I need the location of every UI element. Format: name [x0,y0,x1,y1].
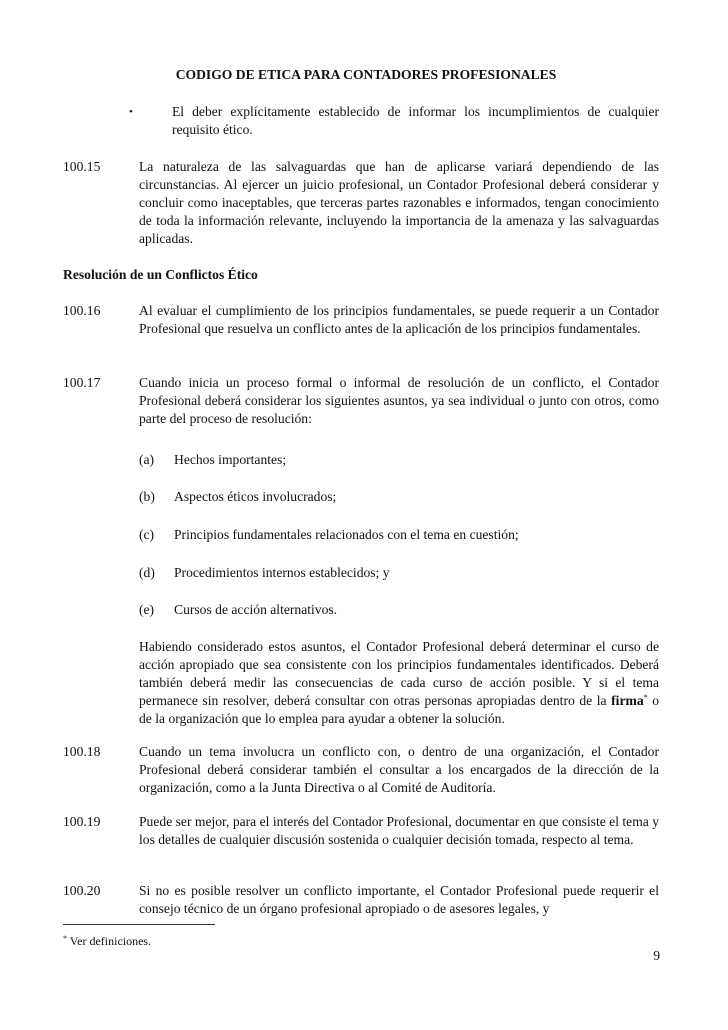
footnote [63,930,151,950]
paragraph-text: Puede ser mejor, para el interés del Contador Profesional, documentar en que consiste el tema y los detalles de cualquier discusión sostenida o cualquier decisión tomada, respecto al tema. [139,814,660,847]
footnote-text: Ver definiciones. [69,934,152,948]
running-header [0,66,728,84]
paragraph-text: Cuando un tema involucra un conflicto con, o dentro de una organización, el Contador Profesional deberá considerar también el consultar a los encargados de la dirección de la organización, como a la Junta Directiva o al Comité de Auditoría. [139,744,659,795]
footnote-separator [63,924,215,925]
paragraph-number: 100.15 [63,159,101,174]
document-title: CODIGO DE ETICA PARA CONTADORES PROFESIONALES [175,67,557,82]
paragraph-text: Al evaluar el cumplimiento de los principios fundamentales, se puede requerir a un Contador Profesional que resuelva un conflicto antes de la aplicación de los principios fundamentales. [139,303,659,336]
section-heading: Resolución de un Conflictos Ético [63,267,258,282]
bullet-text: El deber explícitamente establecido de informar los incumplimientos de cualquier requisito ético. [172,104,659,137]
list-item-label: (e) [139,602,155,617]
list-item-text: Hechos importantes; [174,452,287,467]
paragraph-text: La naturaleza de las salvaguardas que han de aplicarse variará dependiendo de las circunstancias. Al ejercer un juicio profesional, un Contador Profesional deberá considerar y concluir como inaceptables, que terceras partes razonables e informados, tengan conocimiento de toda la información relevante, incluyendo la importancia de la amenaza y las salvaguardas aplicadas. [139,159,659,246]
paragraph-text: Si no es posible resolver un conflicto importante, el Contador Profesional puede requerir el consejo técnico de un órgano profesional apropiado o de asesores legales, y [139,883,659,916]
list-item-text: Procedimientos internos establecidos; y [174,565,390,580]
paragraph-number: 100.20 [63,883,101,898]
bullet-icon: • [129,106,133,118]
defined-term: firma [611,693,644,708]
paragraph-number: 100.17 [63,375,101,390]
page-number: 9 [653,948,660,963]
paragraph-text: Cuando inicia un proceso formal o informal de resolución de un conflicto, el Contador Profesional deberá considerar los siguientes asuntos, ya sea individual o junto con otros, como parte del proceso de resolución: [139,375,659,426]
list-item-label: (c) [139,527,155,542]
paragraph-text-part: o de la organización que lo emplea para ayudar a obtener la solución. [139,693,659,726]
paragraph-text [139,638,659,728]
list-item-label: (b) [139,489,155,504]
paragraph-text-part: Habiendo considerado estos asuntos, el Contador Profesional deberá determinar el curso de acción apropiado que sea consistente con los principios fundamentales identificados. Deberá también deberá medir las consecuencias de cada curso de acción posible. Y si el tema permanece sin resolver, deberá consultar con otras personas apropiadas dentro de la [139,639,659,708]
paragraph-number: 100.18 [63,744,101,759]
paragraph-number: 100.19 [63,814,101,829]
paragraph-number: 100.16 [63,303,101,318]
list-item-text: Principios fundamentales relacionados con el tema en cuestión; [174,527,519,542]
list-item-text: Cursos de acción alternativos. [174,602,338,617]
footnote-reference: * [643,693,648,702]
footnote-mark: * [63,934,67,943]
list-item-text: Aspectos éticos involucrados; [174,489,337,504]
list-item-label: (d) [139,565,155,580]
list-item-label: (a) [139,452,155,467]
